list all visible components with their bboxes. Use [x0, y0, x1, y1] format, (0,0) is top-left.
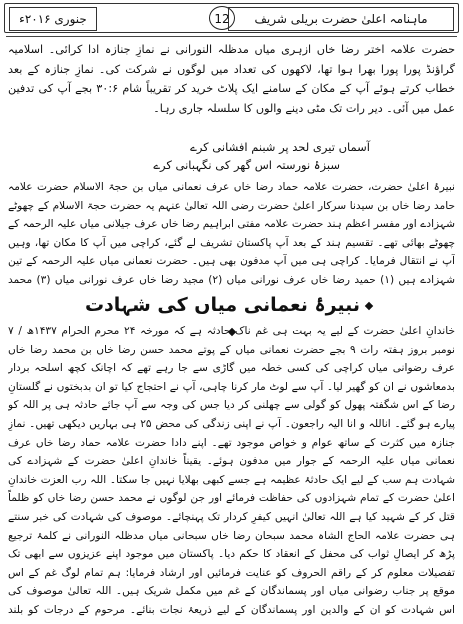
issue-date: جنوری ۲۰۱۶ء: [9, 7, 97, 31]
article-paragraph-1: [8, 40, 455, 134]
article-paragraph-2: [8, 178, 455, 288]
article-paragraph-3: [8, 322, 455, 620]
paragraph-3-text: خاندانِ اعلیٰ حضرت کے لیے یہ بہت ہی غم ناک حادثہ ہے کہ مورخہ ۲۴ محرم الحرام ۱۴۳۷ھ / ۷ نومبر بروز ہفتہ رات ۹ بجے حضرت نعمانی میاں کے پوتے محمد حسن رضا خاں بن محمد رضا خاں عرف رضوانی میاں کراچی کی کسی خطہ میں گاڑی سے جا رہے تھے کہ اچانک کچھ اسلحہ بردار بدمعاشوں نے ان کو گھیر لیا۔ آپ سے لوٹ مار کرنا چاہی، آپ نے احتجاج کیا تو ان بدبختوں نے گلستانِ رضا کے اس شگفتہ پھول کو گولی سے چھلنی کر دیا جس کی وجہ سے آپ جائے حادثہ ہی پر اللہ کو پیارے ہو گئے۔ اناللہ و انا الیہ راجعون۔ آپ نے اپنی زندگی کی محض ۲۵ ہی بہاریں دیکھی تھیں۔ نمازِ جنازہ میں کثرت کے ساتھ عوام و خواص موجود تھے۔ اپنے دادا حضرت علامہ حماد رضا خاں عرف نعمانی میاں علیہ الرحمہ کے جوار میں مدفون ہوئے۔ یقیناً خاندانِ اعلیٰ حضرت کے شہزادے کی شہادت ہم سب کے لیے ایک حادثۂ عظیمہ ہے جسے کبھی بھلایا نہیں جا سکتا۔ اللہ رب العزت خاندانِ اعلیٰ حضرت کے تمام شہزادوں کی حفاظت فرمائے اور جن لوگوں نے محمد حسن رضا خاں کو ظلماً قتل کر کے شہید کیا ہے اللہ تعالیٰ انہیں کیفرِ کردار تک پہنچائے۔ موصوف کی شہادت کی خبر سنتے ہی حضرت علامہ الحاج الشاہ محمد سبحان رضا خاں سبحانی میاں مدظلہ النورانی نے کلمۂ ترجیع پڑھ کر ایصالِ ثواب کی محفل کے انعقاد کا حکم دیا۔ پاکستان میں موجود اپنے عزیزوں سے ابھی تک تفصیلات معلوم کر کے راقم الحروف کو عنایت فرمائیں اور ارشاد فرمایا: ہم تمام لوگ غم کے اس موقع پر جناب رضوانی میاں اور پسماندگان کے غم میں مکمل شریک ہیں۔ اللہ تعالیٰ موصوف کی اس شہادت کو ان کے والدین اور پسماندگان کے لیے ذریعۂ نجات بنائے۔ مرحوم کے درجات کو بلند: [8, 325, 455, 616]
poem-line-2: سبزۂ نورستہ اس گھر کی نگہبانی کرے: [153, 158, 340, 172]
paragraph-2-text: نبیرۂ اعلیٰ حضرت، حضرت علامہ حماد رضا خاں عرف نعمانی میاں بن حجۃ الاسلام حضرت علامہ حامد رضا خاں بن سیدنا سرکار اعلیٰ حضرت رضی اللہ تعالیٰ عنہم یہ حضرت حجۃ الاسلام کے چھوٹے شہزادے اور مفسر اعظم ہند حضرت علامہ مفتی ابراہیم رضا خاں عرف جیلانی میاں علیہ الرحمہ کے چھوٹے بھائی تھے۔ تقسیم ہند کے بعد آپ پاکستان تشریف لے گئے، کراچی میں آپ کا مکان تھا، وہیں آپ نے انتقال فرمایا۔ کراچی ہی میں آپ مدفون بھی ہیں۔ حضرت نعمانی میاں علیہ الرحمہ کے تین شہزادے ہیں (۱) حمید رضا خاں عرف نورانی میاں (۲) مجید رضا خاں عرف نورانی میاں (۳) محمد: [8, 181, 455, 286]
magazine-title: ماہنامہ اعلیٰ حضرت بریلی شریف: [228, 7, 454, 31]
paragraph-1-text: حضرت علامہ اختر رضا خاں ازہری میاں مدظلہ النورانی نے نمازِ جنازہ ادا کرائی۔ اسلامیہ گراؤنڈ پورا پورا بھرا ہوا تھا، لاکھوں کی تعداد میں لوگوں نے شرکت کی۔ نمازِ جنازہ کے بعد خطاب کرتے ہوئے آپ کے مکان کے سامنے ایک پلاٹ خرید کر تقریباً شام ۳۰:۶ بجے آپ کی تدفین عمل میں آئی۔ دیر رات تک مٹی دینے والوں کا سلسلہ جاری رہا۔: [8, 43, 455, 115]
page-header: [4, 3, 459, 33]
section-heading-text: نبیرۂ نعمانی میاں کی شہادت: [84, 294, 361, 316]
poem-line-1: آسماں تیری لحد پر شبنم افشانی کرے: [190, 140, 370, 154]
ornament-left-icon: [365, 301, 373, 309]
header-divider: [6, 36, 457, 37]
elegy-poem: [60, 138, 400, 174]
page-number: 12: [209, 6, 235, 30]
